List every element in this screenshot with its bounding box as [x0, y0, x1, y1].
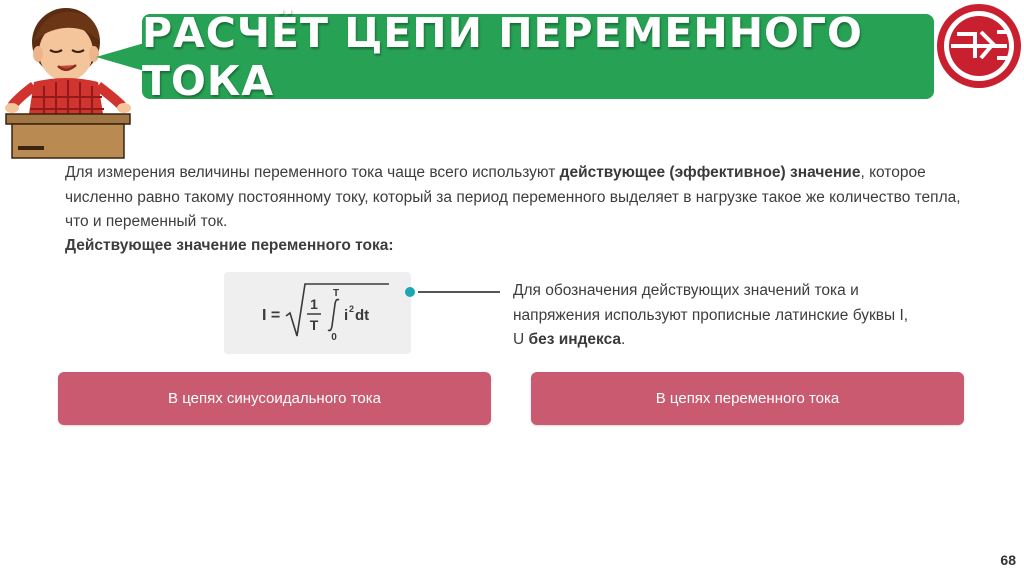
intro-text-part1: Для измерения величины переменного тока чаще всего используют	[65, 164, 560, 181]
formula-exponent: 2	[349, 304, 355, 314]
ac-circuits-button[interactable]: В цепях переменного тока	[531, 372, 964, 425]
formula-differential: dt	[355, 307, 370, 324]
railway-logo-icon	[935, 2, 1023, 90]
title-banner	[142, 8, 934, 105]
formula-numerator: 1	[310, 296, 318, 312]
formula-box	[224, 272, 411, 354]
integral-sign	[328, 300, 339, 331]
cartoon-boy-icon	[4, 2, 136, 160]
formula-lower-limit: 0	[331, 332, 337, 343]
formula-upper-limit: T	[332, 288, 340, 299]
sinusoidal-circuits-button[interactable]: В цепях синусоидального тока	[58, 372, 491, 425]
formula-integrand: i	[344, 307, 349, 324]
page-number: 68	[1000, 552, 1016, 568]
intro-text-bold: действующее (эффективное) значение	[559, 164, 861, 181]
rms-formula	[224, 272, 411, 354]
note-text-part1: Для обозначения действующих значений тока и напряжения используют прописные латинские буквы I, U	[513, 282, 909, 348]
intro-text-part2: , которое численно равно такому постоянному току, который за период переменного выделяет в нагрузке такое же количество тепла, что и переменный ток.	[65, 164, 961, 230]
subheading: Действующее значение переменного тока:	[65, 237, 394, 254]
page-title: РАСЧЁТ ЦЕПИ ПЕРЕМЕННОГО ТОКА	[142, 8, 863, 105]
intro-paragraph	[65, 161, 965, 235]
note-text-part2: .	[621, 331, 626, 348]
note-text-bold: без индекса	[528, 331, 622, 348]
formula-lhs: I =	[262, 307, 281, 324]
callout-dot	[405, 287, 415, 297]
callout-line	[418, 291, 500, 293]
speech-bubble-tail	[96, 42, 148, 72]
formula-denominator: T	[309, 317, 319, 333]
note-paragraph	[513, 279, 923, 353]
